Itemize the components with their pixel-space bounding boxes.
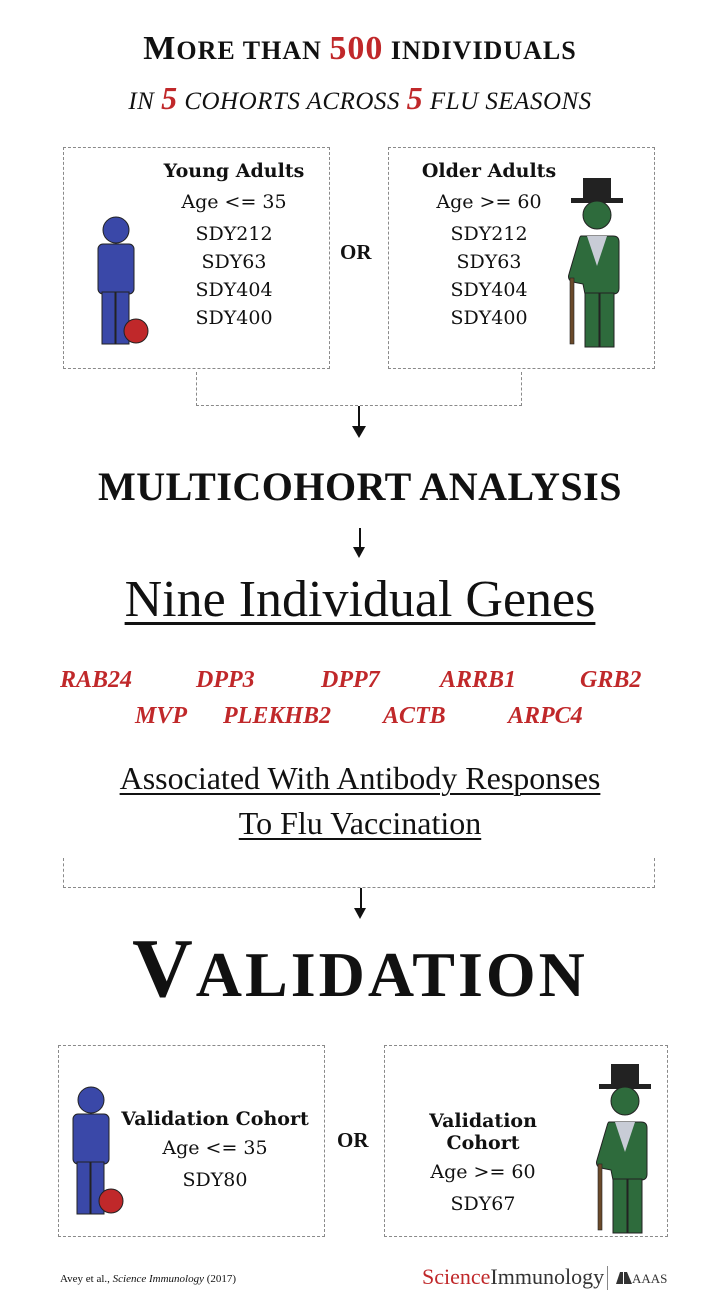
- or-label-validation: OR: [337, 1128, 369, 1152]
- headline-text-2: INDIVIDUALS: [383, 36, 577, 65]
- aaas-logo: [616, 1271, 667, 1287]
- merge-connector: [196, 372, 522, 406]
- validation-heading-cap: V: [132, 922, 196, 1015]
- validation-heading: [0, 920, 720, 1017]
- old-person-with-hat-and-cane-icon: [565, 178, 627, 348]
- validation-young-age: Age <= 35: [162, 1137, 268, 1159]
- subhead-text-3: FLU SEASONS: [423, 88, 592, 115]
- validation-heading-rest: ALIDATION: [195, 939, 588, 1010]
- validation-connector: [63, 858, 655, 888]
- association-line-2: [0, 805, 720, 842]
- older-adults-age: Age >= 60: [436, 191, 542, 213]
- citation-authors: Avey et al.,: [60, 1273, 113, 1285]
- validation-older-box: [384, 1045, 668, 1237]
- down-arrow-icon: [354, 908, 366, 919]
- validation-young-box: [58, 1045, 325, 1237]
- logo-divider: [607, 1266, 608, 1290]
- study-id: SDY212: [450, 223, 528, 245]
- gene-name: RAB24: [60, 667, 133, 693]
- study-id: SDY400: [195, 307, 273, 329]
- nine-genes-heading: [0, 570, 720, 629]
- citation-journal: Science Immunology: [112, 1273, 204, 1285]
- nine-genes-heading-text: Nine Individual Genes: [124, 571, 596, 628]
- young-adults-box: [63, 147, 330, 369]
- brand-science: Science: [422, 1264, 491, 1289]
- gene-name: GRB2: [580, 667, 642, 693]
- subhead-text-1: IN: [128, 88, 162, 115]
- gene-name: PLEKHB2: [223, 703, 332, 729]
- multicohort-analysis-label: MULTICOHORT ANALYSIS: [98, 464, 622, 509]
- study-id: SDY63: [456, 251, 522, 273]
- gene-name: ARPC4: [508, 703, 583, 729]
- headline-cap: M: [143, 30, 177, 67]
- gene-name: DPP7: [321, 667, 380, 693]
- gene-name: ACTB: [383, 703, 446, 729]
- or-label: OR: [340, 240, 372, 264]
- study-id: SDY212: [195, 223, 273, 245]
- subhead-text-2: COHORTS ACROSS: [177, 88, 407, 115]
- older-adults-box: [388, 147, 655, 369]
- validation-older-age: Age >= 60: [430, 1161, 536, 1183]
- study-id: SDY404: [450, 279, 528, 301]
- brand-immunology: Immunology: [490, 1264, 605, 1289]
- study-id: SDY400: [450, 307, 528, 329]
- headline-text: ORE THAN: [176, 36, 330, 65]
- validation-older-study: SDY67: [450, 1193, 516, 1215]
- subhead-number-seasons: 5: [406, 80, 424, 116]
- validation-young-study: SDY80: [182, 1169, 248, 1191]
- subhead-number-cohorts: 5: [161, 80, 178, 116]
- older-adults-title: Older Adults: [421, 160, 557, 182]
- young-adults-title: Young Adults: [163, 160, 305, 182]
- old-person-with-hat-and-cane-icon: [593, 1064, 655, 1234]
- down-arrow-icon: [352, 426, 366, 438]
- young-adults-age: Age <= 35: [181, 191, 287, 213]
- headline-number: 500: [329, 30, 384, 67]
- citation: [60, 1273, 236, 1285]
- aaas-mark-icon: [616, 1272, 632, 1284]
- citation-year: (2017): [203, 1273, 237, 1285]
- science-immunology-logo: [422, 1264, 604, 1290]
- association-text-2: To Flu Vaccination: [238, 805, 482, 841]
- study-id: SDY404: [195, 279, 273, 301]
- association-line-1: [0, 760, 720, 797]
- arrow-shaft-3: [360, 888, 362, 910]
- association-text-1: Associated With Antibody Responses: [119, 760, 601, 796]
- gene-name: ARRB1: [440, 667, 517, 693]
- validation-young-title: Validation Cohort: [121, 1108, 309, 1130]
- gene-name: DPP3: [196, 667, 255, 693]
- headline-line2: [0, 80, 720, 117]
- arrow-shaft: [358, 406, 360, 428]
- validation-older-title: Validation Cohort: [429, 1110, 537, 1154]
- headline-line1: [0, 30, 720, 68]
- down-arrow-icon: [353, 547, 365, 558]
- study-id: SDY63: [201, 251, 267, 273]
- aaas-text: AAAS: [632, 1271, 668, 1286]
- gene-name: MVP: [135, 703, 188, 729]
